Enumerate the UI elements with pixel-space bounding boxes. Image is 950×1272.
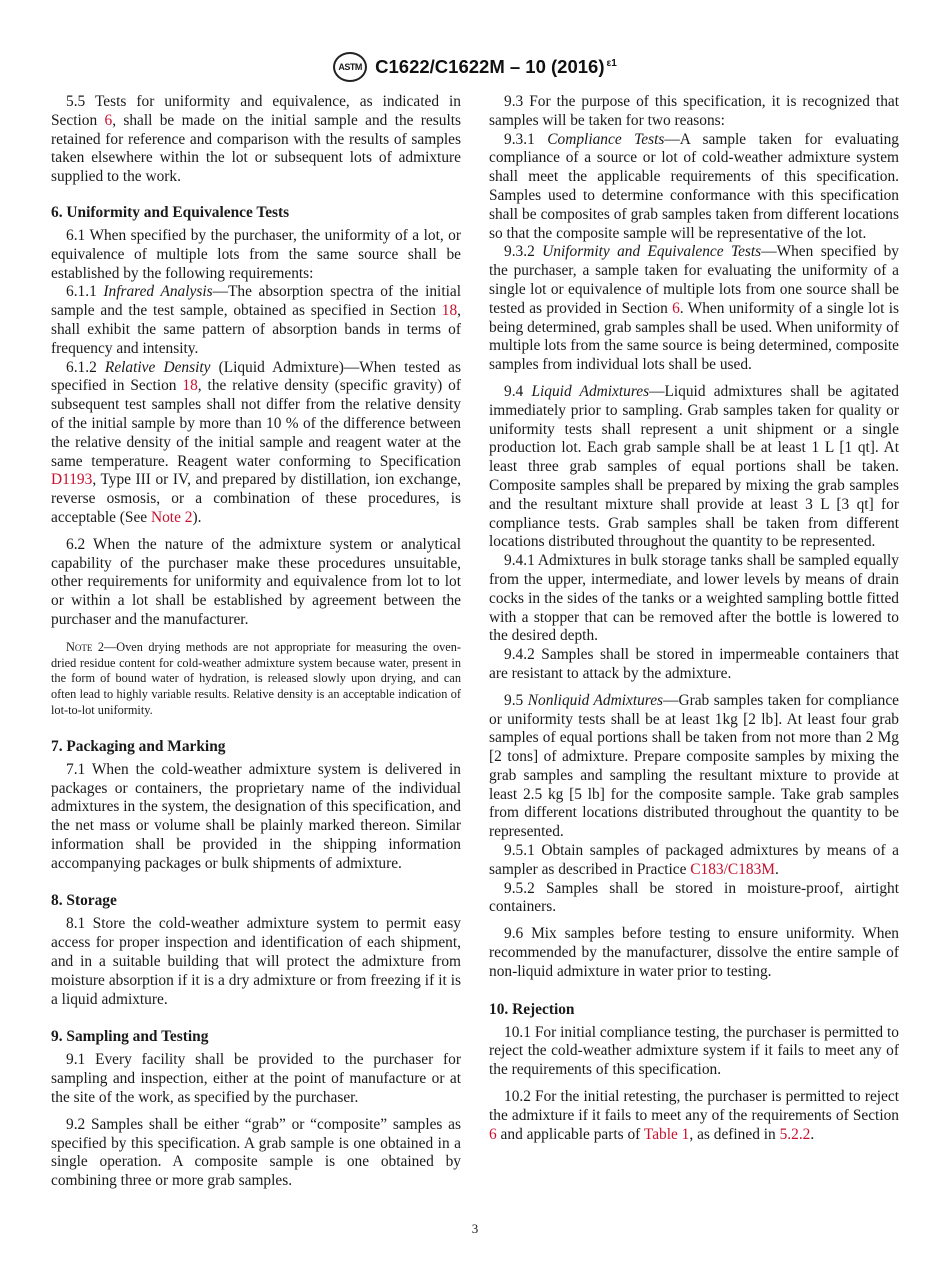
paragraph-9-2: 9.2 Samples shall be either “grab” or “composite” samples as specified by this specification. A grab sample is one obtained in a single operation. A composite sample is one obtained by combining three or more grab samples. (51, 1115, 461, 1190)
astm-logo-icon: ASTM (333, 52, 367, 82)
section-heading-9: 9. Sampling and Testing (51, 1028, 209, 1046)
paragraph-9-5-1: 9.5.1 Obtain samples of packaged admixtures by means of a sampler as described in Practice C183/C183M. (489, 842, 899, 878)
section-6-link[interactable]: 6 (104, 111, 113, 129)
section-6-link[interactable]: 6 (672, 299, 680, 317)
note-2-link[interactable]: Note 2 (150, 508, 193, 526)
paragraph-9-4-2: 9.4.2 Samples shall be stored in impermeable containers that are resistant to attack by the admixture. (489, 646, 899, 682)
paragraph-9-3-2: 9.3.2 Uniformity and Equivalence Tests—When specified by the purchaser, a sample taken for evaluating the uniformity of a single lot or equivalence of multiple lots from one source shall be tested as provided in Section 6. When uniformity of a single lot is being determined, grab samples shall be used. When uniformity of multiple lots from the same source is being determined, composite samples from individual lots shall be used. (489, 243, 899, 374)
table-1-link[interactable]: Table 1 (643, 1125, 690, 1143)
section-heading-6: 6. Uniformity and Equivalence Tests (51, 203, 290, 221)
section-18-link[interactable]: 18 (441, 302, 458, 320)
paragraph-9-5: 9.5 Nonliquid Admixtures—Grab samples taken for compliance or uniformity tests shall be at least 1kg [2 lb]. At least four grab samples of equal portions shall be taken from not more than 2 Mg [2 tons] of admixture. Prepare composite samples by mixing the grab samples and sampling the resultant mixture to provide at least 2.5 kg [5 lb] for the composite sample. Take grab samples from different locations distributed throughout the quantity to be represented. (489, 691, 899, 841)
page-number: 3 (471, 1221, 479, 1236)
page-header (0, 52, 950, 82)
paragraph-9-6: 9.6 Mix samples before testing to ensure uniformity. When recommended by the manufacturer, dissolve the entire sample of non-liquid admixture in water prior to testing. (489, 925, 899, 980)
left-column (51, 93, 461, 1191)
paragraph-10-1: 10.1 For initial compliance testing, the purchaser is permitted to reject the cold-weather admixture system if it fails to meet any of the requirements of this specification. (489, 1023, 899, 1079)
note-2: Note 2—Oven drying methods are not appropriate for measuring the oven-dried residue content for cold-weather admixture system because water, present in the form of bound water of hydration, is released slowly upon drying, and can often lead to highly variable results. Relative density is an acceptable indication of lot-to-lot uniformity. (51, 639, 461, 717)
section-heading-10: 10. Rejection (489, 1000, 575, 1018)
section-18-link[interactable]: 18 (182, 377, 198, 395)
paragraph-9-3-1: 9.3.1 Compliance Tests—A sample taken for evaluating compliance of a source or lot of cold-weather admixture system shall meet the applicable requirements of this specification. Samples used to determine conformance with this specification shall be composites of grab samples taken from different locations so that the composite sample will be representative of the lot. (489, 130, 899, 242)
paragraph-6-2: 6.2 When the nature of the admixture system or analytical capability of the purchaser make these procedures unsuitable, other requirements for uniformity and equivalence from lot to lot or within a lot shall be established by agreement between the purchaser and the manufacturer. (51, 535, 461, 628)
section-5-2-2-link[interactable]: 5.2.2 (779, 1125, 811, 1143)
right-column (489, 93, 899, 1144)
paragraph-5-5: 5.5 Tests for uniformity and equivalence, as indicated in Section 6, shall be made on the initial sample and the results retained for reference and comparison with the results of samples taken elsewhere within the lot or subsequent lots of admixture supplied to the work. (51, 93, 461, 186)
paragraph-9-3: 9.3 For the purpose of this specification, it is recognized that samples will be taken for two reasons: (489, 93, 899, 129)
section-heading-8: 8. Storage (51, 892, 117, 910)
paragraph-9-1: 9.1 Every facility shall be provided to the purchaser for sampling and inspection, either at the point of manufacture or at the site of the work, as specified by the purchaser. (51, 1051, 461, 1107)
paragraph-6-1: 6.1 When specified by the purchaser, the uniformity of a lot, or equivalence of multiple lots from the same source shall be established by the following requirements: (51, 226, 461, 282)
paragraph-10-2: 10.2 For the initial retesting, the purchaser is permitted to reject the admixture if it fails to meet any of the requirements of Section 6 and applicable parts of Table 1, as defined in 5.2.2. (489, 1088, 899, 1143)
standard-designation: C1622/C1622M – 10 (2016) $^{\varepsilon 1}$ (375, 56, 617, 77)
section-6-link[interactable]: 6 (489, 1125, 497, 1143)
section-heading-7: 7. Packaging and Marking (51, 737, 226, 755)
c183-link[interactable]: C183/C183M (690, 860, 775, 878)
paragraph-6-1-1: 6.1.1 Infrared Analysis—The absorption spectra of the initial sample and the test sample, obtained as specified in Section 18, shall exhibit the same pattern of absorption bands in terms of frequency and intensity. (51, 283, 461, 357)
paragraph-7-1: 7.1 When the cold-weather admixture system is delivered in packages or containers, the proprietary name of the individual admixtures in the system, the designation of this specification, and the net mass or volume shall be plainly marked thereon. Similar information shall be provided in the shipping information accompanying packages or bulk shipments of admixture. (51, 760, 461, 872)
paragraph-9-4: 9.4 Liquid Admixtures—Liquid admixtures shall be agitated immediately prior to sampling. Grab samples taken for quality or uniformity tests shall represent a unit shipment or a single production lot. Each grab sample shall be at least 1 L [1 qt]. At least three grab samples of equal portions shall be taken. Composite samples shall be prepared by mixing the grab samples and the resultant mixture shall provide at least 3 L [3 qt] for compliance tests. Grab samples shall be taken from different locations distributed throughout the quantity to be represented. (489, 382, 900, 551)
paragraph-6-1-2: 6.1.2 Relative Density (Liquid Admixture)—When tested as specified in Section 18, the relative density (specific gravity) of subsequent test samples shall not differ from the relative density of the initial sample by more than 10 % of the difference between the relative density of the initial sample and reagent water at the same temperature. Reagent water conforming to Specification D1193, Type III or IV, and prepared by distillation, ion exchange, reverse osmosis, or a combination of these procedures, is acceptable (See Note 2). (51, 358, 462, 526)
paragraph-9-4-1: 9.4.1 Admixtures in bulk storage tanks shall be sampled equally from the upper, intermediate, and lower levels by means of drain cocks in the sides of the tanks or a weighted sampling bottle fitted with a stopper that can be removed after the bottle is lowered to the desired depth. (489, 552, 899, 645)
d1193-link[interactable]: D1193 (51, 471, 93, 489)
paragraph-8-1: 8.1 Store the cold-weather admixture system to permit easy access for proper inspection and identification of each shipment, and in a suitable building that will protect the admixture from moisture absorption if it is a dry admixture or from freezing if it is a liquid admixture. (51, 915, 461, 1008)
epsilon-superscript: ε1 (606, 57, 617, 69)
paragraph-9-5-2: 9.5.2 Samples shall be stored in moisture-proof, airtight containers. (489, 879, 899, 916)
